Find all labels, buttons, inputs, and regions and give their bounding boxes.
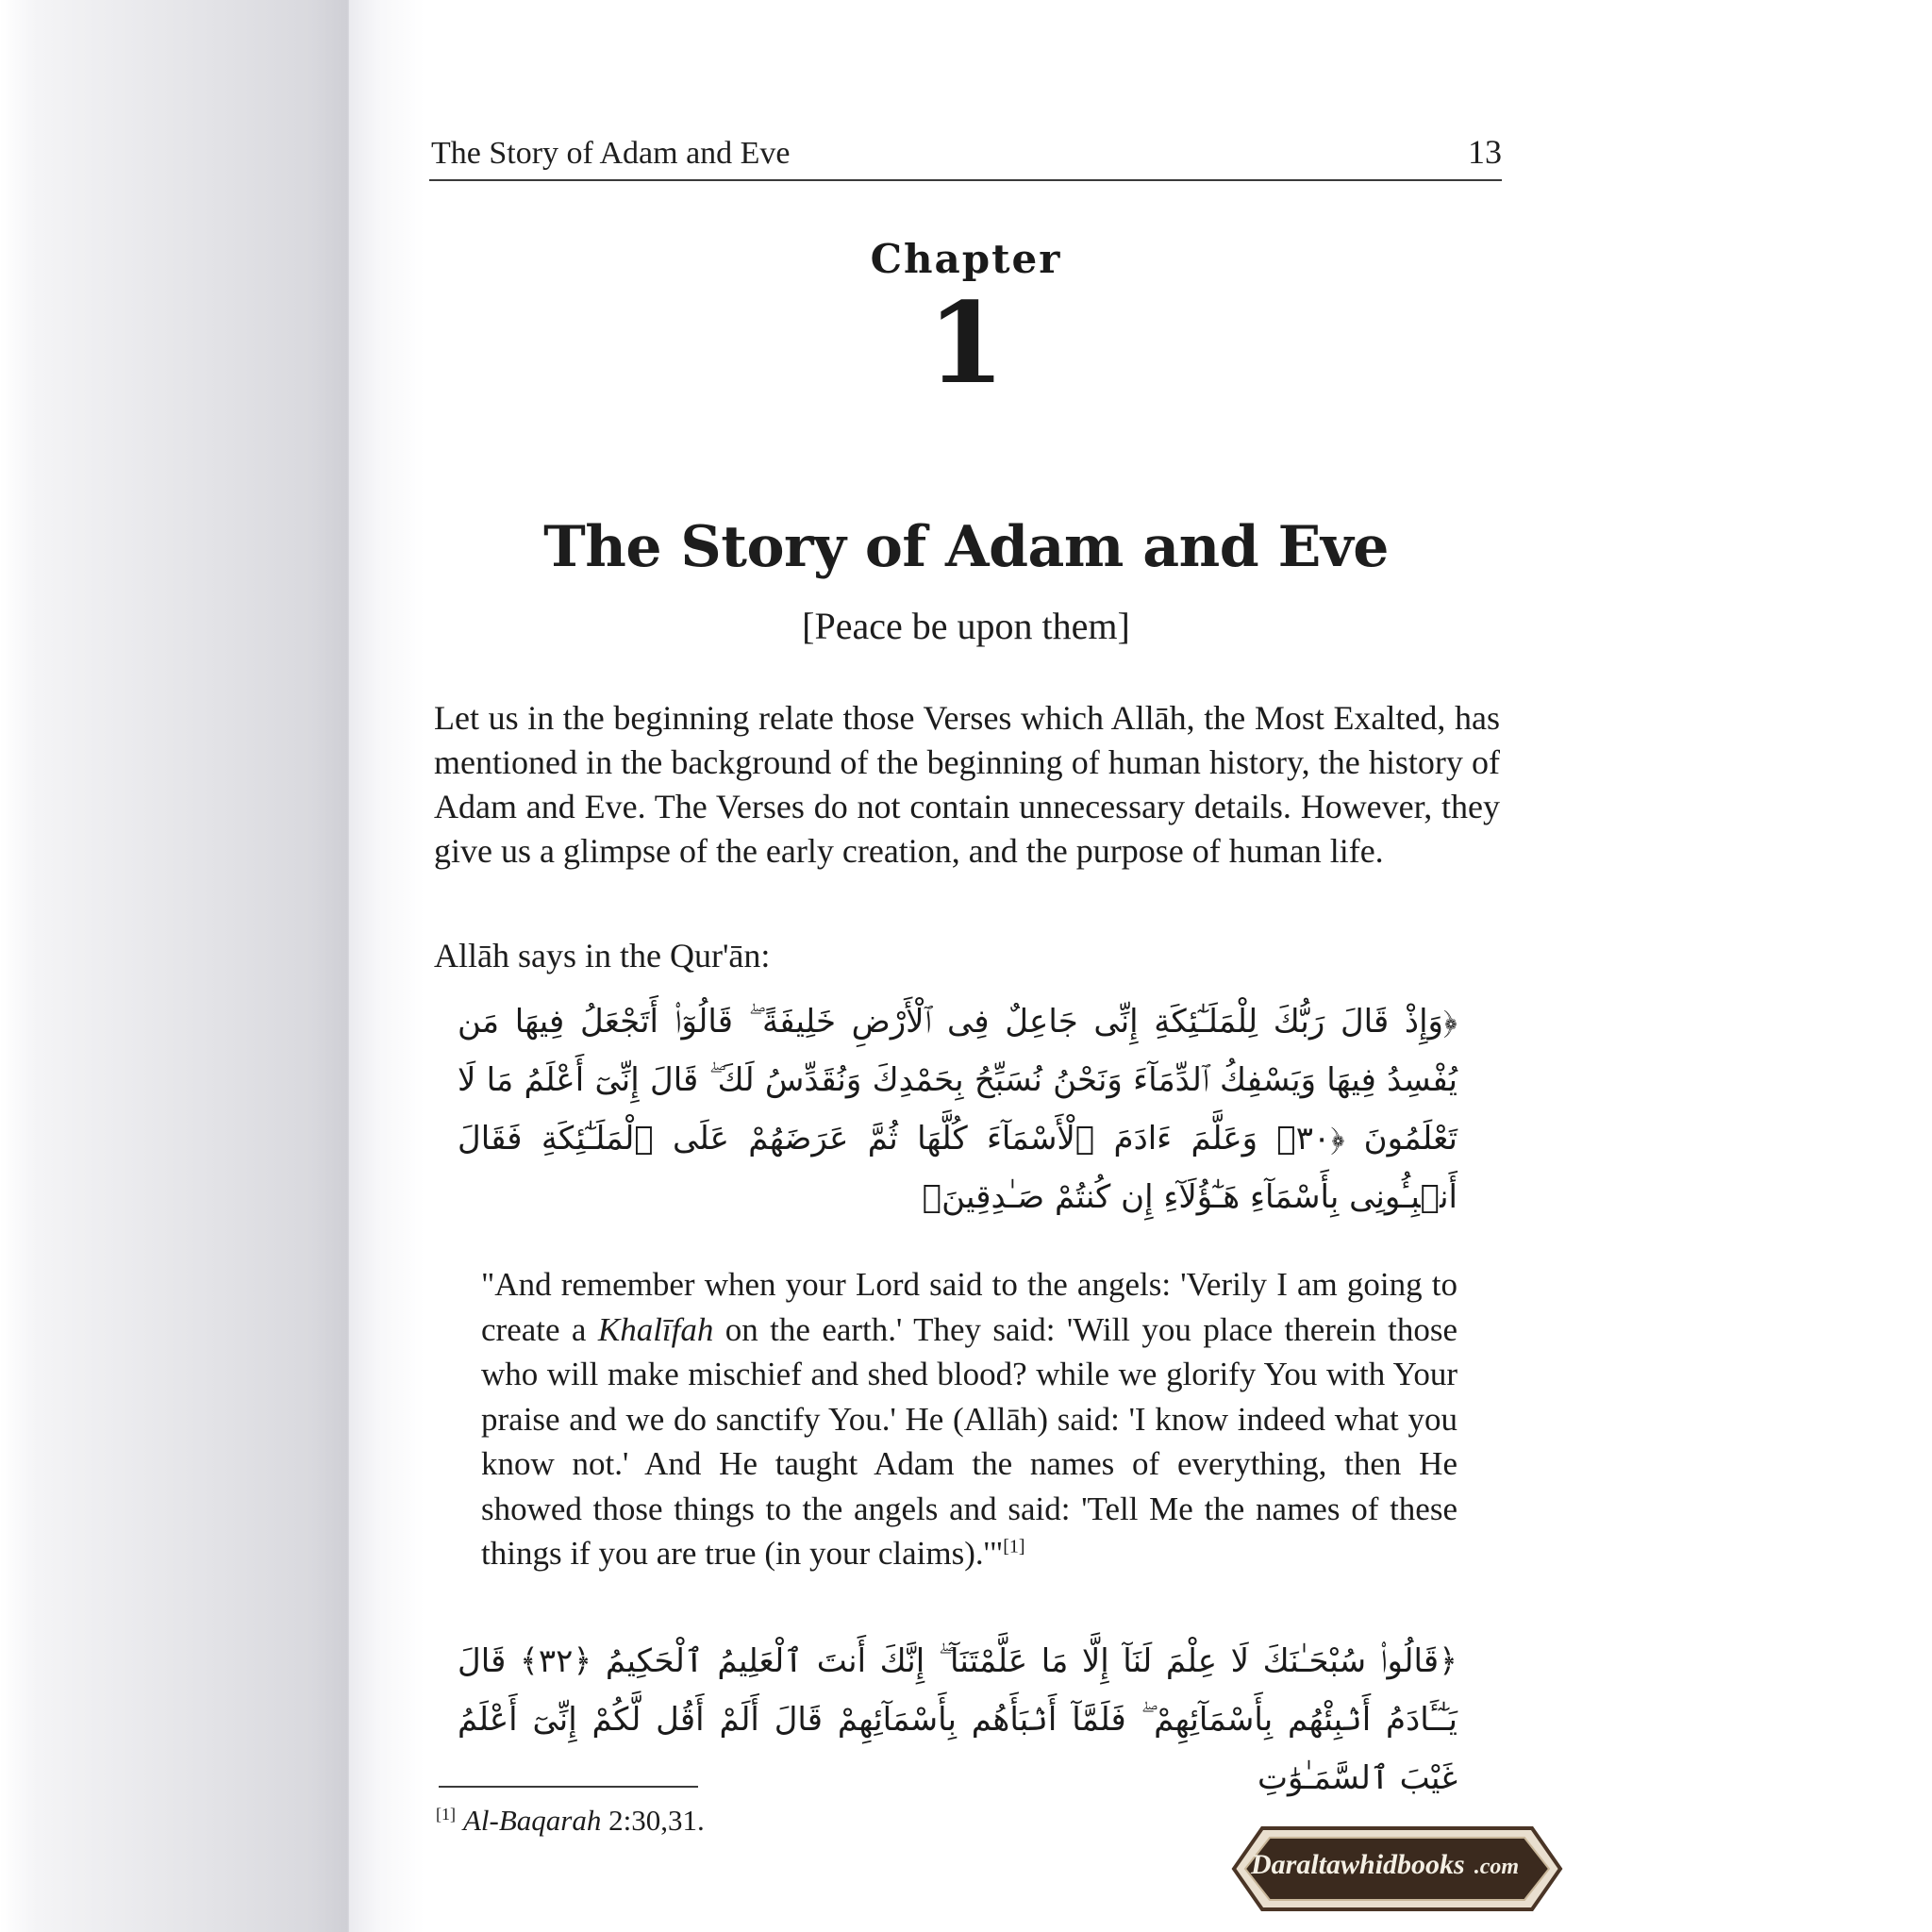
arabic-verse-block-2: ﴿قَالُوا۟ سُبْحَـٰنَكَ لَا عِلْمَ لَنَآ إِلَّا مَا عَلَّمْتَنَآ ۖ إِنَّكَ أَنتَ ٱلْعَلِيمُ ٱلْحَكِيمُ ﴿٣٢﴾ قَالَ يَـٰٓـَٔادَمُ أَنۢبِئْهُم بِأَسْمَآئِهِمْ ۖ فَلَمَّآ أَنۢبَأَهُم بِأَسْمَآئِهِمْ قَالَ أَلَمْ أَقُل لَّكُمْ إِنِّىٓ أَعْلَمُ غَيْبَ ٱلسَّمَـٰوَٰتِ	[458, 1642, 1457, 1797]
watermark-brand: Daraltawhidbooks	[1251, 1849, 1465, 1880]
footnote-mark: [1]	[436, 1804, 456, 1824]
footnote-verses: 2:30,31.	[601, 1804, 705, 1837]
translation-quote	[481, 1262, 1457, 1576]
chapter-number: 1	[926, 277, 1006, 408]
arabic-verse-block-1: ﴿وَإِذْ قَالَ رَبُّكَ لِلْمَلَـٰٓئِكَةِ إِنِّى جَاعِلٌ فِى ٱلْأَرْضِ خَلِيفَةً ۖ قَالُوٓا۟ أَتَجْعَلُ فِيهَا مَن يُفْسِدُ فِيهَا وَيَسْفِكُ ٱلدِّمَآءَ وَنَحْنُ نُسَبِّحُ بِحَمْدِكَ وَنُقَدِّسُ لَكَ ۖ قَالَ إِنِّىٓ أَعْلَمُ مَا لَا تَعْلَمُونَ ﴿٣٠﴾ وَعَلَّمَ ءَادَمَ ٱلْأَسْمَآءَ كُلَّهَا ثُمَّ عَرَضَهُمْ عَلَى ٱلْمَلَـٰٓئِكَةِ فَقَالَ أَنۢبِـُٔونِى بِأَسْمَآءِ هَـٰٓؤُلَآءِ إِن كُنتُمْ صَـٰدِقِينَ﴾	[458, 1003, 1457, 1216]
running-header	[429, 132, 1502, 181]
chapter-subtitle: [Peace be upon them]	[802, 605, 1130, 647]
publisher-watermark	[1223, 1817, 1572, 1921]
page-number: 13	[1468, 133, 1502, 171]
footnote-reference: Al-Baqarah	[463, 1804, 602, 1837]
watermark-suffix: .com	[1474, 1855, 1520, 1879]
quote-italic-term: Khalīfah	[597, 1310, 714, 1348]
running-title: The Story of Adam and Eve	[431, 136, 791, 171]
footnote-reference-mark: [1]	[1003, 1536, 1025, 1557]
intro-paragraph: Let us in the beginning relate those Verses which Allāh, the Most Exalted, has mentioned in the background of the beginning of human history, the history of Adam and Eve. The Verses do not contain unnecessary details. However, they give us a glimpse of the early creation, and the purpose of human life.	[434, 699, 1500, 870]
footnote-divider	[439, 1786, 698, 1788]
quote-text-end: on the earth.' They said: 'Will you place therein those who will make mischief and shed blood? while we glorify You with Your praise and we do sanctify You.' He (Allāh) said: 'I know indeed what you know not.' And He taught Adam the names of everything, then He showed those things to the angels and said: 'Tell Me the names of these things if you are true (in your claims).'"	[481, 1310, 1457, 1572]
quote-text-start: "And remember when your Lord said to the angels: 'Verily I am going to create a	[481, 1266, 1457, 1348]
quran-intro-line: Allāh says in the Qur'ān:	[434, 937, 771, 974]
chapter-title: The Story of Adam and Eve	[543, 514, 1389, 580]
watermark-text	[1251, 1849, 1548, 1881]
chapter-label: Chapter	[870, 236, 1062, 282]
footnote	[436, 1804, 705, 1838]
